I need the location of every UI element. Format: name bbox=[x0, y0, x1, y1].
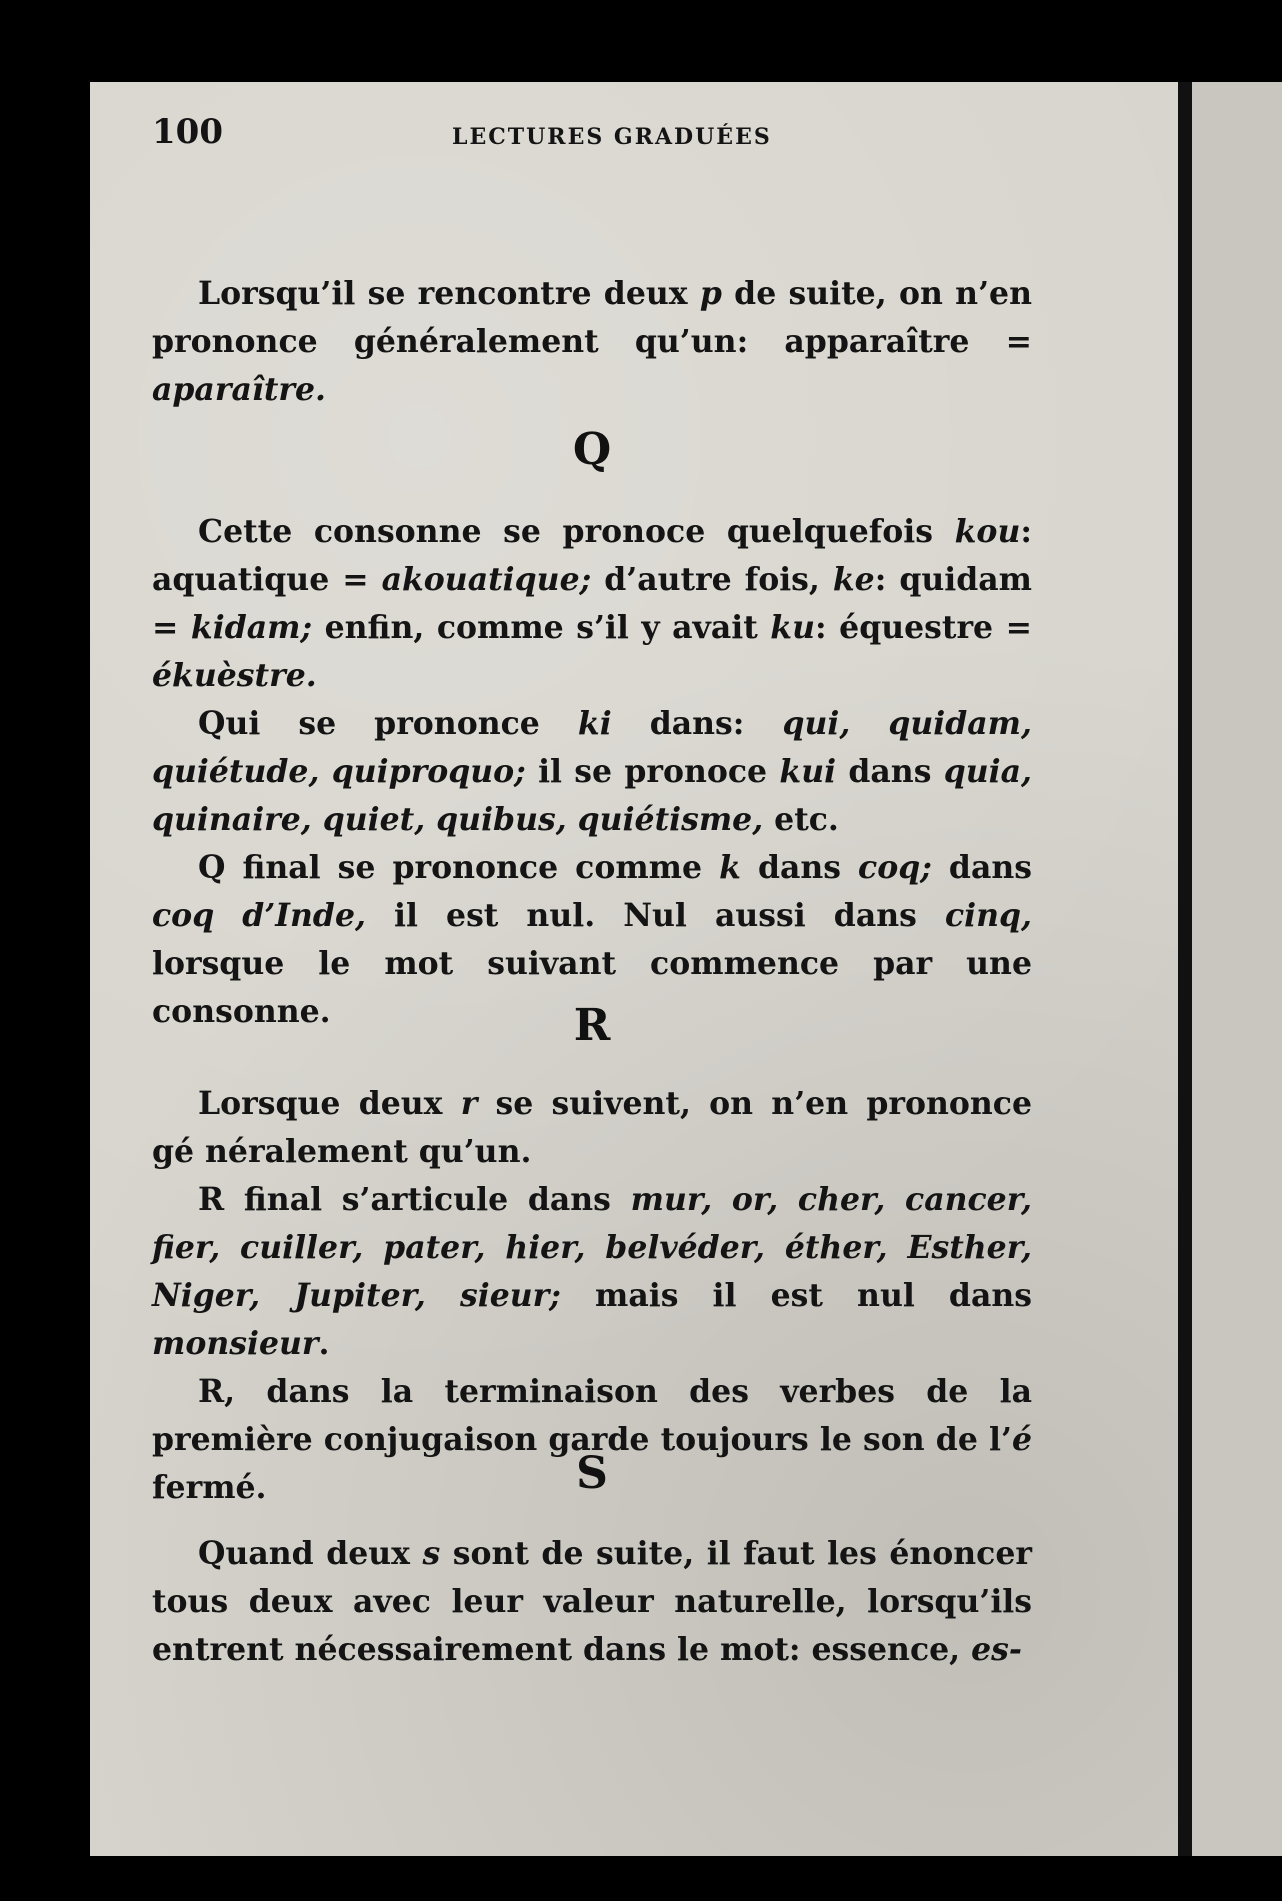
running-header bbox=[152, 112, 1032, 162]
paragraph: Quand deux s sont de suite, il faut les énoncer tous deux avec leur valeur naturelle, lorsqu’ils entrent nécessairement dans le mot: essence, es- bbox=[152, 1535, 1032, 1668]
page-number: 100 bbox=[152, 112, 223, 152]
section-heading-s: S bbox=[576, 1448, 608, 1499]
page-gutter bbox=[1178, 82, 1192, 1856]
section-heading-r: R bbox=[573, 1000, 611, 1051]
running-title: LECTURES GRADUÉES bbox=[452, 124, 772, 150]
section-q-text bbox=[152, 508, 1032, 1036]
paragraph: Cette consonne se pronoce quelquefois kou: aquatique = akouatique; d’autre fois, ke: quidam = kidam; enfin, comme s’il y avait ku: équestre = ékuèstre. bbox=[152, 513, 1032, 694]
paragraph: Qui se prononce ki dans: qui, quidam, quiétude, quiproquo; il se pronoce kui dans quia, quinaire, quiet, quibus, quiétisme, etc. bbox=[152, 705, 1033, 838]
section-heading-q: Q bbox=[572, 424, 612, 475]
facing-page-edge bbox=[1192, 82, 1282, 1856]
paragraph: Lorsque deux r se suivent, on n’en prononce gé néralement qu’un. bbox=[152, 1085, 1033, 1170]
section-s-text bbox=[152, 1530, 1032, 1674]
paragraph: R, dans la terminaison des verbes de la première conjugaison garde toujours le son de l’é fermé. bbox=[152, 1373, 1032, 1506]
paragraph: Q final se prononce comme k dans coq; dans coq d’Inde, il est nul. Nul aussi dans cinq, lorsque le mot suivant commence par une consonne. bbox=[152, 849, 1032, 1030]
paragraph: R final s’articule dans mur, or, cher, cancer, fier, cuiller, pater, hier, belvéder, éther, Esther, Niger, Jupiter, sieur; mais il est nul dans monsieur. bbox=[152, 1181, 1033, 1362]
intro-paragraph: Lorsqu’il se rencontre deux p de suite, on n’en prononce généralement qu’un: apparaître = aparaître. bbox=[152, 275, 1032, 408]
